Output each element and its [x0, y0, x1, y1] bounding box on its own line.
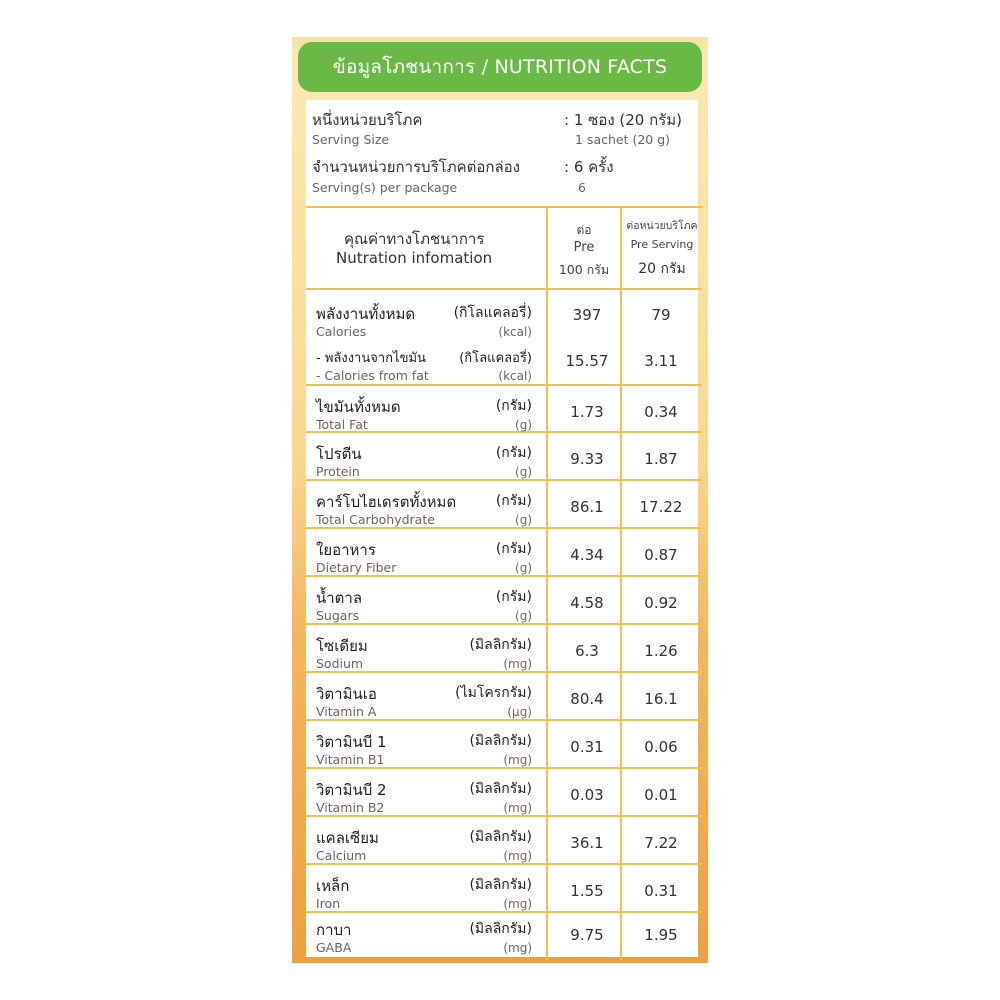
nutrient-unit-en: (g) — [515, 418, 532, 432]
nutrient-unit-th: (มิลลิกรัม) — [469, 781, 532, 797]
value-per-serving: 0.92 — [644, 594, 678, 612]
row-divider — [306, 575, 702, 577]
value-per-serving: 0.06 — [644, 738, 678, 756]
nutrient-name-th: พลังงานทั้งหมด — [316, 305, 416, 323]
nutrient-unit-en: (mg) — [503, 849, 532, 863]
header-info-en: Nutration infomation — [336, 249, 493, 267]
nutrient-unit-en: (kcal) — [498, 369, 532, 383]
nutrient-unit-en: (kcal) — [498, 325, 532, 339]
servings-per-package-label-th: จำนวนหน่วยการบริโภคต่อกล่อง — [312, 158, 520, 176]
page-title: ข้อมูลโภชนาการ / NUTRITION FACTS — [298, 42, 702, 92]
nutrient-unit-en: (mg) — [503, 657, 532, 671]
header-col2-en: Pre Serving — [630, 238, 694, 251]
value-per-100g: 86.1 — [570, 498, 604, 516]
row-divider — [306, 623, 702, 625]
header-col2-th: ต่อหน่วยบริโภค — [626, 220, 698, 232]
value-per-100g: 80.4 — [570, 690, 604, 708]
row-divider — [306, 863, 702, 865]
nutrient-name-en: Sodium — [316, 656, 364, 671]
nutrient-unit-th: (ไมโครกรัม) — [455, 685, 532, 701]
nutrient-unit-th: (มิลลิกรัม) — [469, 921, 532, 937]
nutrient-name-th: - พลังงานจากไขมัน — [316, 351, 426, 366]
nutrient-name-th: วิตามินบี 2 — [316, 781, 387, 799]
value-per-100g: 9.33 — [570, 450, 604, 468]
nutrient-name-th: น้ำตาล — [316, 589, 363, 607]
nutrient-unit-th: (กรัม) — [495, 493, 532, 509]
nutrient-name-en: Vitamin A — [316, 704, 377, 719]
value-per-100g: 1.73 — [570, 403, 604, 421]
nutrient-name-en: Total Fat — [316, 417, 368, 432]
nutrient-unit-th: (กิโลแคลอรี่) — [459, 351, 532, 366]
value-per-100g: 4.34 — [570, 546, 604, 564]
nutrient-name-th: โซเดียม — [316, 637, 368, 655]
value-per-serving: 17.22 — [639, 498, 683, 516]
nutrient-name-en: Vitamin B1 — [316, 752, 385, 767]
header-col2-amount: 20 กรัม — [638, 261, 686, 277]
nutrient-unit-th: (มิลลิกรัม) — [469, 829, 532, 845]
nutrient-unit-en: (mg) — [503, 897, 532, 911]
nutrient-unit-en: (mg) — [503, 941, 532, 955]
nutrient-unit-th: (มิลลิกรัม) — [469, 637, 532, 653]
header-col1-th: ต่อ — [576, 223, 592, 237]
value-per-serving: 0.34 — [644, 403, 678, 421]
nutrient-name-en: Vitamin B2 — [316, 800, 385, 815]
nutrient-name-th: แคลเซียม — [316, 829, 379, 847]
serving-size-value-th: : 1 ซอง (20 กรัม) — [564, 111, 683, 129]
row-divider — [306, 479, 702, 481]
nutrient-name-en: Iron — [316, 896, 341, 911]
nutrient-unit-th: (กรัม) — [495, 445, 532, 461]
nutrient-name-th: วิตามินเอ — [316, 685, 377, 703]
nutrient-unit-th: (กรัม) — [495, 541, 532, 557]
value-per-serving: 79 — [651, 306, 671, 324]
servings-per-package-value-en: 6 — [578, 180, 586, 195]
nutrition-table — [306, 206, 702, 960]
nutrient-name-en: Calcium — [316, 848, 367, 863]
value-per-100g: 397 — [572, 306, 602, 324]
nutrient-name-th: โปรตีน — [316, 445, 362, 463]
value-per-100g: 15.57 — [565, 352, 609, 370]
serving-size-value-en: 1 sachet (20 g) — [575, 132, 671, 147]
nutrient-name-en: Calories — [316, 324, 367, 339]
header-divider — [306, 288, 702, 290]
nutrient-unit-th: (กรัม) — [495, 398, 532, 414]
value-per-serving: 0.87 — [644, 546, 678, 564]
row-divider — [306, 719, 702, 721]
serving-size-label-en: Serving Size — [312, 132, 390, 147]
nutrient-unit-en: (mg) — [503, 801, 532, 815]
row-divider — [306, 815, 702, 817]
value-per-serving: 0.31 — [644, 882, 678, 900]
row-divider — [306, 911, 702, 913]
row-divider — [306, 527, 702, 529]
servings-per-package-value-th: : 6 ครั้ง — [564, 158, 614, 176]
value-per-serving: 3.11 — [644, 352, 678, 370]
value-per-100g: 9.75 — [570, 926, 604, 944]
nutrient-unit-th: (มิลลิกรัม) — [469, 877, 532, 893]
value-per-100g: 0.31 — [570, 738, 604, 756]
serving-size-label-th: หนึ่งหน่วยบริโภค — [312, 111, 423, 129]
value-per-serving: 0.01 — [644, 786, 678, 804]
nutrient-name-en: - Calories from fat — [316, 368, 429, 383]
nutrient-name-en: Total Carbohydrate — [316, 512, 435, 527]
nutrient-unit-th: (มิลลิกรัม) — [469, 733, 532, 749]
row-divider — [306, 671, 702, 673]
nutrient-unit-en: (g) — [515, 465, 532, 479]
nutrient-unit-th: (กิโลแคลอรี่) — [453, 305, 532, 321]
nutrient-unit-en: (g) — [515, 513, 532, 527]
value-per-serving: 1.87 — [644, 450, 678, 468]
row-divider — [306, 384, 702, 386]
servings-per-package-label-en: Serving(s) per package — [312, 180, 458, 195]
value-per-100g: 36.1 — [570, 834, 604, 852]
value-per-serving: 7.22 — [644, 834, 678, 852]
row-divider — [306, 767, 702, 769]
nutrient-name-en: Sugars — [316, 608, 360, 623]
nutrient-unit-en: (g) — [515, 561, 532, 575]
nutrient-name-th: ไขมันทั้งหมด — [316, 398, 401, 416]
nutrient-name-th: วิตามินบี 1 — [316, 733, 387, 751]
header-col1-en: Pre — [573, 240, 595, 255]
nutrient-unit-th: (กรัม) — [495, 589, 532, 605]
nutrient-unit-en: (g) — [515, 609, 532, 623]
nutrient-name-en: Protein — [316, 464, 360, 479]
nutrient-name-th: กาบา — [316, 921, 352, 939]
nutrient-unit-en: (mg) — [503, 753, 532, 767]
value-per-100g: 6.3 — [575, 642, 599, 660]
header-info-th: คุณค่าทางโภชนาการ — [344, 230, 485, 248]
nutrient-name-th: คาร์โบไฮเดรตทั้งหมด — [316, 493, 457, 511]
column-divider-1 — [546, 208, 548, 960]
nutrient-name-th: ใยอาหาร — [316, 541, 376, 559]
value-per-serving: 16.1 — [644, 690, 678, 708]
value-per-100g: 1.55 — [570, 882, 604, 900]
nutrient-unit-en: (µg) — [507, 705, 532, 719]
header-col1-amount: 100 กรัม — [558, 262, 610, 277]
nutrient-name-en: GABA — [316, 940, 352, 955]
value-per-100g: 0.03 — [570, 786, 604, 804]
value-per-serving: 1.26 — [644, 642, 678, 660]
nutrient-name-en: Dietary Fiber — [316, 560, 397, 575]
nutrient-name-th: เหล็ก — [316, 877, 350, 895]
value-per-serving: 1.95 — [644, 926, 678, 944]
value-per-100g: 4.58 — [570, 594, 604, 612]
